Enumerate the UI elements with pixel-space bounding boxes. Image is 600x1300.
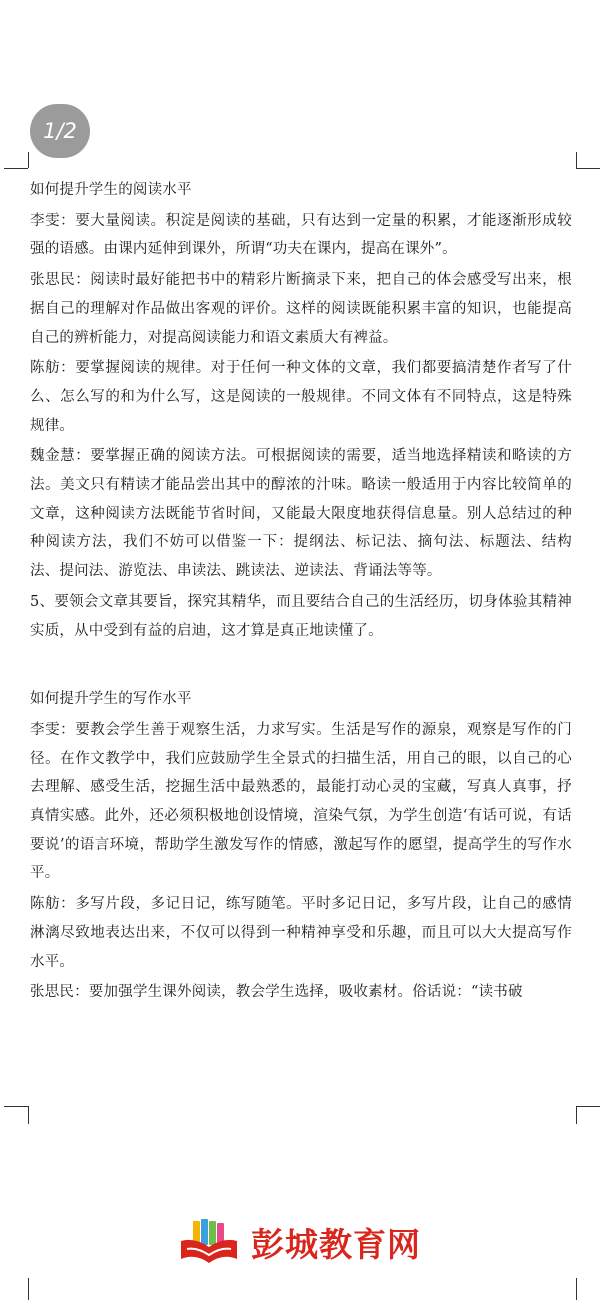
open-book-logo-icon bbox=[179, 1219, 239, 1265]
page-indicator-badge: 1/2 bbox=[30, 104, 90, 158]
crop-mark-bottom-left-v bbox=[28, 1106, 29, 1124]
section-spacer bbox=[30, 647, 572, 685]
crop-mark-bottom-left bbox=[4, 1106, 28, 1107]
brand-name: 彭城教育网 bbox=[251, 1224, 421, 1264]
paragraph: 张思民：要加强学生课外阅读，教会学生选择，吸收素材。俗话说：“读书破 bbox=[30, 984, 523, 1001]
footer-watermark bbox=[0, 1212, 600, 1272]
crop-mark-top-left-v bbox=[28, 152, 29, 168]
crop-mark-bottom-right-v bbox=[576, 1106, 577, 1124]
section-title-writing: 如何提升学生的写作水平 bbox=[30, 691, 192, 708]
section-title-reading: 如何提升学生的阅读水平 bbox=[30, 182, 192, 198]
paragraph: 李雯：要大量阅读。积淀是阅读的基础，只有达到一定量的积累，才能逐渐形成较强的语感。由课内延伸到课外，所谓“功夫在课内，提高在课外”。 bbox=[30, 212, 572, 258]
paragraph: 李雯：要教会学生善于观察生活，力求写实。生活是写作的源泉，观察是写作的门径。在作文教学中，我们应鼓励学生全景式的扫描生活，用自己的眼，以自己的心去理解、感受生活，挖掘生活中最熟悉的，最能打动心灵的宝藏，写真人真事，抒真情实感。此外，还必须积极地创设情境，渲染气氛，为学生创造‘有话可说，有话要说’的语言环境，帮助学生激发写作的情感，激起写作的愿望，提高学生的写作水平。 bbox=[30, 721, 572, 882]
paragraph: 张思民：阅读时最好能把书中的精彩片断摘录下来，把自己的体会感受写出来，根据自己的理解对作品做出客观的评价。这样的阅读既能积累丰富的知识，也能提高自己的辨析能力，对提高阅读能力和语文素质大有裨益。 bbox=[30, 272, 572, 346]
paragraph: 陈舫：要掌握阅读的规律。对于任何一种文体的文章，我们都要搞清楚作者写了什么、怎么写的和为什么写，这是阅读的一般规律。不同文体有不同特点，这是特殊规律。 bbox=[30, 360, 572, 434]
crop-mark-top-right-v bbox=[576, 152, 577, 168]
paragraph: 陈舫：多写片段，多记日记，练写随笔。平时多记日记，多写片段，让自己的感情淋漓尽致地表达出来，不仅可以得到一种精神享受和乐趣，而且可以大大提高写作水平。 bbox=[30, 896, 572, 970]
crop-mark-top-left bbox=[4, 168, 28, 169]
document-body bbox=[30, 176, 572, 1009]
crop-mark-next-left bbox=[28, 1278, 29, 1300]
crop-mark-next-right bbox=[576, 1278, 577, 1300]
crop-mark-bottom-right bbox=[576, 1106, 600, 1107]
crop-mark-top-right bbox=[576, 168, 600, 169]
paragraph: 5、要领会文章其要旨，探究其精华，而且要结合自己的生活经历，切身体验其精神实质，从中受到有益的启迪，这才算是真正地读懂了。 bbox=[30, 593, 572, 639]
paragraph: 魏金慧：要掌握正确的阅读方法。可根据阅读的需要，适当地选择精读和略读的方法。美文只有精读才能品尝出其中的醇浓的汁味。略读一般适用于内容比较简单的文章，这种阅读方法既能节省时间，又能最大限度地获得信息量。别人总结过的种种阅读方法，我们不妨可以借鉴一下：提纲法、标记法、摘句法、标题法、结构法、提问法、游览法、串读法、跳读法、逆读法、背诵法等等。 bbox=[30, 448, 572, 580]
